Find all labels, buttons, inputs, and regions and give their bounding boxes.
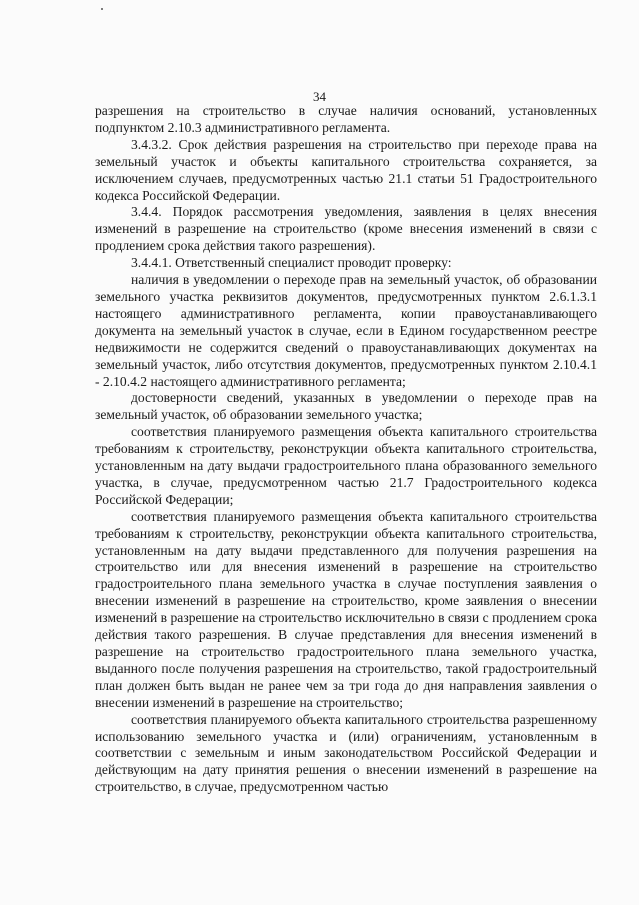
paragraph-3-4-3-2: 3.4.3.2. Срок действия разрешения на строительство при переходе права на земельный участок и объекты капитального строительства сохраняется, за исключением случаев, предусмотренных частью 21.1 статьи 51 Градостроительного кодекса Российской Федерации. [95, 136, 597, 203]
paragraph-3-4-4: 3.4.4. Порядок рассмотрения уведомления, заявления в целях внесения изменений в разрешение на строительство (кроме внесения изменений в связи с продлением срока действия такого разрешения). [95, 204, 597, 254]
paragraph-check-reliability: достоверности сведений, указанных в уведомлении о переходе прав на земельный участок, об образовании земельного участка; [95, 390, 597, 423]
paragraph-continuation: разрешения на строительство в случае наличия оснований, установленных подпунктом 2.10.3 административного регламента. [95, 103, 597, 135]
page-number: 34 [313, 89, 326, 104]
document-body [95, 103, 597, 796]
paragraph-check-compliance-1: соответствия планируемого размещения объекта капитального строительства требованиям к строительству, реконструкции объекта капитального строительства, установленным на дату выдачи градостроительного плана образованного земельного участка, в случае, предусмотренном частью 21.7 Градостроительного кодекса Российской Федерации; [95, 424, 597, 507]
paragraph-3-4-4-1: 3.4.4.1. Ответственный специалист проводит проверку: [131, 255, 452, 271]
paragraph-check-compliance-3: соответствия планируемого объекта капитального строительства разрешенному использованию земельного участка и (или) ограничениям, установленным в соответствии с земельным и иным законодательством Российской Федерации и действующим на дату принятия решения о внесении изменений в разрешение на строительство, в случае, предусмотренном частью [95, 711, 597, 795]
paragraph-check-compliance-2: соответствия планируемого размещения объекта капитального строительства требованиям к строительству, реконструкции объекта капитального строительства, установленным на дату выдачи представленного для получения разрешения на строительство или для внесения изменений в разрешение на строительство градостроительного плана земельного участка в случае поступления заявления о внесении изменений в разрешение на строительство, кроме заявления о внесении изменений в разрешение на строительство исключительно в связи с продлением срока действия такого разрешения. В случае представления для внесения изменений в разрешение на строительство градостроительного плана земельного участка, выданного после получения разрешения на строительство, такой градостроительный план должен быть выдан не ранее чем за три года до дня направления заявления о внесении изменений в разрешение на строительство; [95, 508, 597, 710]
scan-speck [101, 8, 103, 10]
paragraph-check-documents: наличия в уведомлении о переходе прав на земельный участок, об образовании земельного участка реквизитов документов, предусмотренных пунктом 2.6.1.3.1 настоящего административного регламента, копии правоустанавливающего документа на земельный участок в случае, если в Едином государственном реестре недвижимости не содержится сведений о правоустанавливающих документах на земельный участок, либо отсутствия документов, предусмотренных пунктом 2.10.4.1 - 2.10.4.2 настоящего административного регламента; [95, 272, 597, 389]
